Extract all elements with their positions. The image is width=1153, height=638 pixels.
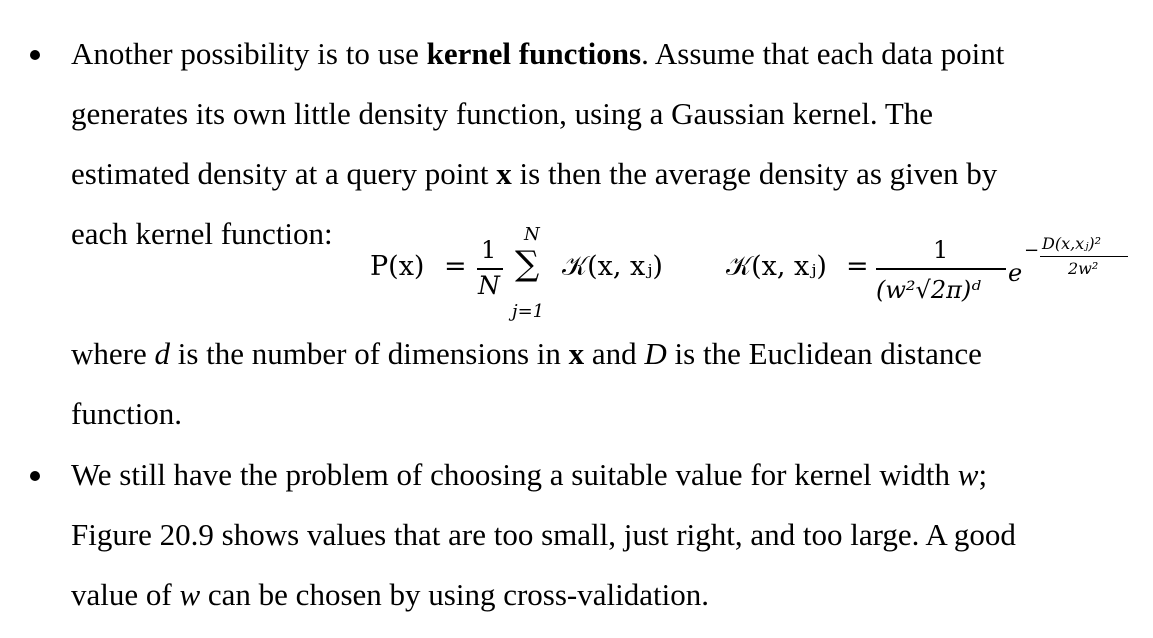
text: is the Euclidean distance: [666, 336, 982, 371]
text: . Assume that each data point: [641, 36, 1005, 71]
bullet-1-line-5: [71, 334, 982, 374]
symbol-D: D: [644, 336, 667, 371]
equation-sum-bottom: j=1: [512, 301, 545, 322]
bullet-1-marker: [30, 50, 40, 60]
kernel-functions-term: kernel functions: [426, 36, 642, 71]
symbol-w: w: [179, 577, 201, 612]
bullet-1-line-1: [71, 34, 1004, 74]
symbol-w: w: [957, 457, 979, 492]
bullet-1-line-2: generates its own little density function, using a Gaussian kernel. The: [71, 96, 934, 131]
equation-k-fraction-bar: [876, 268, 1006, 270]
equation-sum-sign: ∑: [515, 244, 540, 284]
text: Another possibility is to use: [71, 36, 427, 71]
equation-k-e: e: [1008, 259, 1023, 287]
text: is then the average density as given by: [511, 156, 998, 191]
equation-k-exp-minus: −: [1024, 240, 1040, 261]
symbol-x: x: [568, 336, 585, 371]
symbol-d: d: [154, 336, 170, 371]
equation-p-kernel-term: 𝒦(x, xⱼ): [562, 251, 663, 282]
equation-sum-top: N: [524, 224, 540, 245]
equation-k-frac-den: (w²√2π)ᵈ: [876, 276, 981, 304]
equation-p-lhs: P(x): [370, 251, 425, 282]
text: is the number of dimensions in: [169, 336, 569, 371]
equation-k-frac-num: 1: [933, 236, 949, 264]
text: where: [71, 336, 155, 371]
equation-p-frac-num: 1: [481, 236, 497, 264]
bullet-2-line-3: [71, 575, 709, 615]
equation-k-exp-den: 2w²: [1068, 259, 1099, 278]
bullet-1-line-4: each kernel function:: [71, 216, 333, 251]
text: We still have the problem of choosing a suitable value for kernel width: [71, 457, 958, 492]
text: estimated density at a query point: [71, 156, 497, 191]
equation-k-lhs: 𝒦(x, xⱼ): [726, 251, 827, 282]
equation-p-fraction-bar: [477, 268, 503, 270]
text: value of: [71, 577, 180, 612]
bullet-2-line-2: Figure 20.9 shows values that are too small, just right, and too large. A good: [71, 517, 1016, 552]
text: ;: [978, 457, 988, 492]
text: and: [584, 336, 645, 371]
bullet-2-line-1: [71, 455, 987, 495]
equation-k-exp-num: D(x,xⱼ)²: [1042, 234, 1102, 253]
query-point-x: x: [496, 156, 512, 191]
bullet-1-line-6: function.: [71, 396, 183, 431]
bullet-2-marker: [30, 471, 40, 481]
equation-k-equals: =: [846, 251, 869, 282]
equation-k-exp-fraction-bar: [1040, 256, 1128, 257]
text: can be chosen by using cross-validation.: [200, 577, 709, 612]
equation-p-equals: =: [444, 251, 467, 282]
bullet-1-line-3: [71, 154, 997, 194]
equation-p-frac-den: N: [478, 271, 500, 300]
